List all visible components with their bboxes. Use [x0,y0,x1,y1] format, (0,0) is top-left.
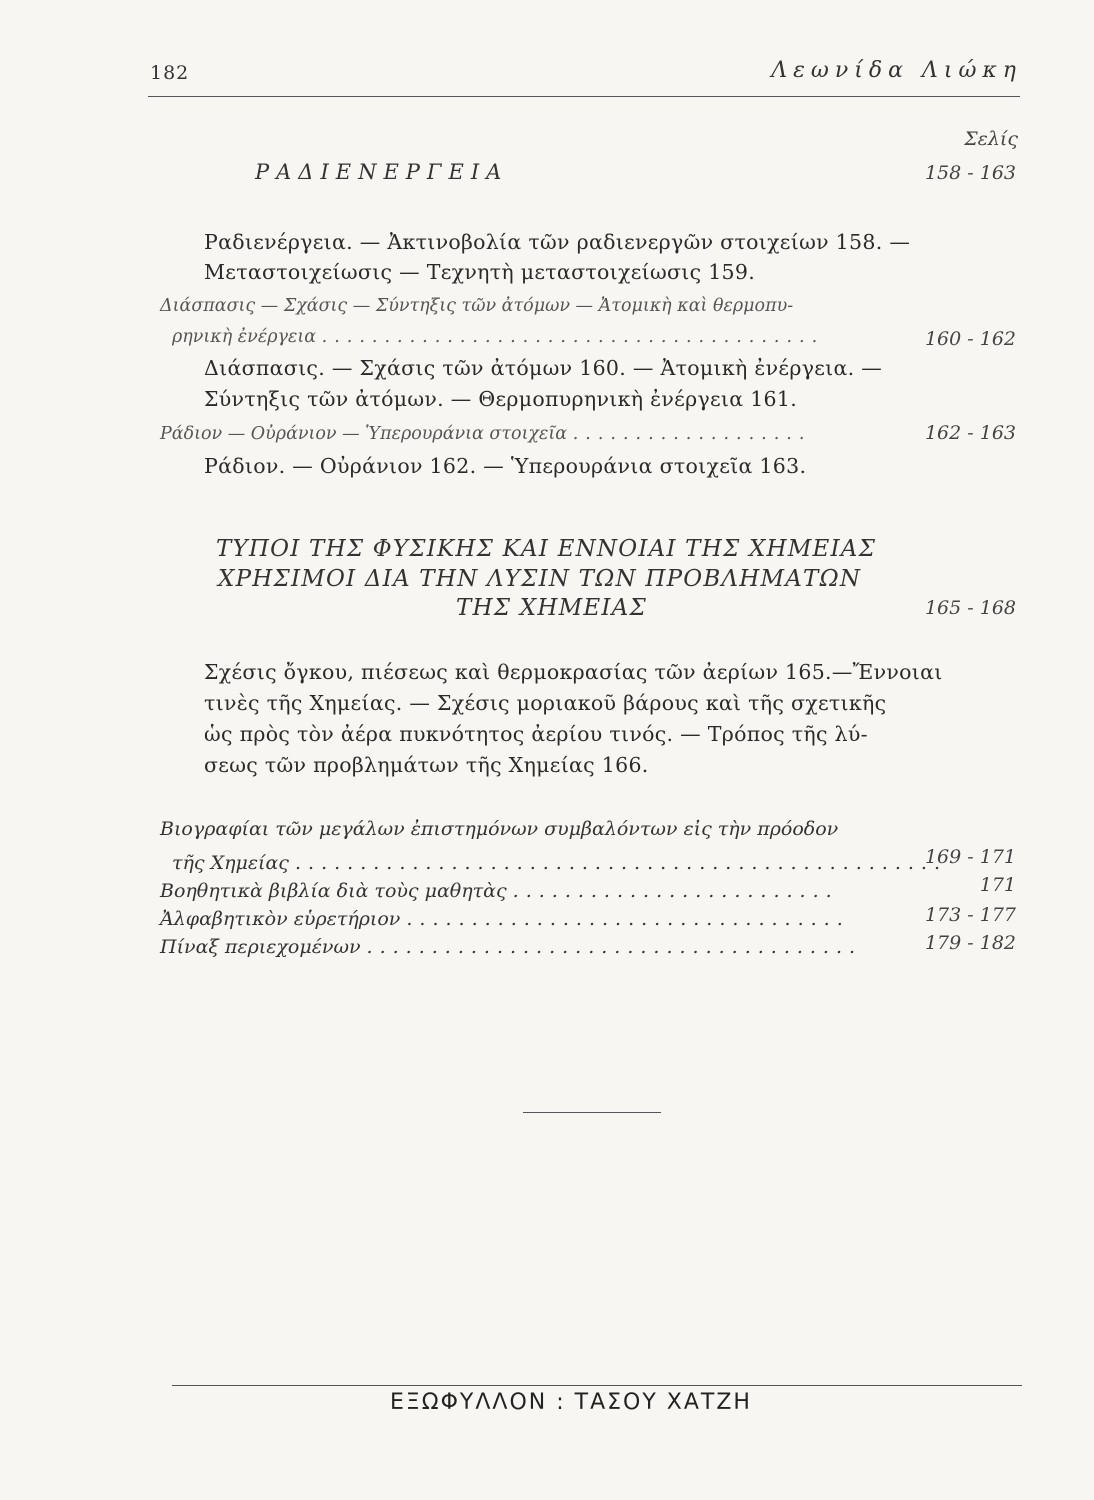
section-pages: 165 - 168 [924,597,1016,619]
toc-entry-pages: 169 - 171 [924,846,1016,868]
toc-entry-title: Βιογραφίαι τῶν μεγάλων ἐπιστημόνων συμβαλόντων εἰς τὴν πρόοδον [160,818,839,840]
toc-entry-title: τῆς Χημείας [172,852,289,874]
toc-entry-pages: 179 - 182 [924,932,1016,954]
subsection-pages: 160 - 162 [924,328,1016,350]
body-line: Ραδιενέργεια. — Ἀκτινοβολία τῶν ραδιενεργῶν στοιχείων 158. — [204,230,911,254]
toc-entry [160,880,839,902]
body-line: τινὲς τῆς Χημείας. — Σχέσις μοριακοῦ βάρους καὶ τῆς σχετικῆς [204,691,887,715]
body-line: σεως τῶν προβλημάτων τῆς Χημείας 166. [204,753,649,777]
body-line: Μεταστοιχείωσις — Τεχνητὴ μεταστοιχείωσις 159. [204,260,756,284]
body-line: Ράδιον. — Οὐράνιον 162. — Ὑπερουράνια στοιχεῖα 163. [204,454,807,478]
subsection-title: Διάσπασις — Σχάσις — Σύντηξις τῶν ἀτόμων — Ἀτομικὴ καὶ θερμοπυ- [160,296,794,316]
subsection-pages: 162 - 163 [924,422,1016,444]
subsection-title [160,424,811,444]
column-label-pages: Σελίς [964,128,1018,150]
body-line: Σχέσις ὄγκου, πιέσεως καὶ θερμοκρασίας τῶν ἀερίων 165.—Ἔννοιαι [204,660,943,684]
toc-entry-pages: 173 - 177 [924,904,1016,926]
end-rule [523,1112,661,1113]
leader-dots: ...................................... [366,936,863,958]
section-pages: 158 - 163 [924,162,1016,184]
leader-dots: .................................. [406,908,850,930]
toc-entry-title: Πίναξ περιεχομένων [160,936,361,958]
section-title-radioactivity: ΡΑΔΙΕΝΕΡΓΕΙΑ [255,160,509,184]
page-number: 182 [150,62,190,84]
section-title-line: ΤΗΣ ΧΗΜΕΙΑΣ [456,595,647,621]
toc-entry [160,936,862,958]
subsection-title-text: ρηνικὴ ἐνέργεια [172,327,317,347]
section-title-line: ΤΥΠΟΙ ΤΗΣ ΦΥΣΙΚΗΣ ΚΑΙ ΕΝΝΟΙΑΙ ΤΗΣ ΧΗΜΕΙΑΣ [216,536,877,562]
leader-dots: ........................................ [321,327,825,347]
toc-entry-title: Βοηθητικὰ βιβλία διὰ τοὺς μαθητὰς [160,880,507,902]
body-line: Σύντηξις τῶν ἀτόμων. — Θερμοπυρηνικὴ ἐνέργεια 161. [204,387,798,411]
toc-entry [160,908,850,930]
footer-rule [172,1385,1022,1386]
cover-credit: ΕΞΩΦΥΛΛΟΝ : ΤΑΣΟΥ ΧΑΤΖΗ [390,1390,752,1415]
toc-entry-pages: 171 [979,874,1016,896]
subsection-title-cont [172,327,824,347]
leader-dots: .................................................. [295,852,947,874]
body-line: Διάσπασις. — Σχάσις τῶν ἀτόμων 160. — Ἀτομικὴ ἐνέργεια. — [204,356,883,380]
subsection-title-text: Ράδιον — Οὐράνιον — Ὑπερουράνια στοιχεῖα [160,424,568,444]
running-head: Λεωνίδα Λιώκη [771,58,1022,83]
header-rule [148,96,1020,97]
toc-entry-title: Ἀλφαβητικὸν εὑρετήριον [160,908,401,930]
leader-dots: ................... [572,424,812,444]
leader-dots: ......................... [512,880,839,902]
body-line: ὡς πρὸς τὸν ἀέρα πυκνότητος ἀερίου τινός. — Τρόπος τῆς λύ- [204,722,868,746]
toc-entry [172,852,947,874]
section-title-line: ΧΡΗΣΙΜΟΙ ΔΙΑ ΤΗΝ ΛΥΣΙΝ ΤΩΝ ΠΡΟΒΛΗΜΑΤΩΝ [218,566,862,592]
